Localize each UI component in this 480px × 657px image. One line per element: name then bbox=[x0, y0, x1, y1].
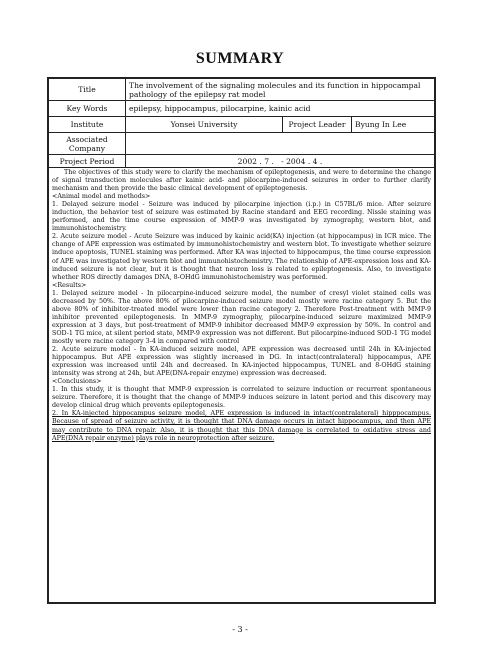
project-leader-value: Byung In Lee bbox=[352, 117, 435, 133]
results-item-2: 2. Acute seizure model - In KA-induced seizure model, APE expression was decreased until 24h in KA-injected hippocampus. But APE expression was slightly increased in DG. In intact(contralateral) hippocampus, APE expression was increased until 24h and decreased. In KA-injected hippocampus, TUNEL and 8-OHdG staining intensity was strong at 24h, but APE(DNA-repair enzyme) expression was decreased. bbox=[52, 346, 431, 378]
section-heading-results: <Results> bbox=[52, 281, 87, 289]
keywords-label: Key Words bbox=[49, 101, 126, 117]
page-number: - 3 - bbox=[232, 625, 248, 634]
section-heading-methods: <Animal model and methods> bbox=[52, 193, 151, 201]
conclusions-item-2: 2. In KA-injected hippocampus seizure model, APE expression is induced in intact(contralateral) hipppocampus. Because of spread of seizure activity, it is thought that DNA damage occurs in intact hippocampus, and then APE may contribute to DNA repair. Also, it is thought that this DNA damage is correlated to oxidative stress and APE(DNA repair enzyme) plays role in neuroprotection after seizure. bbox=[52, 410, 431, 442]
institute-row bbox=[49, 117, 434, 133]
results-item-1: 1. Delayed seizure model - In pilocarpine-induced seizure model, the number of cresyl violet stained cells was decreased by 50%. The above 80% of pilocarpine-induced seizure model mostly were racine category 5. But the above 80% of inhibitor-treated model were lower than racine category 2. Therefore Post-treatment with MMP-9 inhibitor prevented epileptogenesis. In MMP-9 zymography, pilocarpine-induced seizure maximized MMP-9 expression at 3 days, but post-treatment of MMP-9 inhibitor decreased MMP-9 expression by 50%. In control and SOD-1 TG mice, at silent period state, MMP-9 expression was not different. But pilocarpine-induced SOD-1 TG model mostly were racine category 3-4 in compared with control bbox=[52, 289, 431, 345]
title-label: Title bbox=[49, 79, 126, 101]
title-value: The involvement of the signaling molecules and its function in hippocampal pathology of the epilepsy rat model bbox=[126, 79, 435, 101]
period-row bbox=[49, 155, 434, 168]
institute-value: Yonsei University bbox=[126, 117, 283, 133]
keywords-row bbox=[49, 101, 434, 117]
section-heading-conclusions: <Conclusions> bbox=[52, 378, 102, 386]
methods-item-1: 1. Delayed seizure model - Seizure was induced by pilocarpine injection (i.p.) in C57BL/6 mice. After seizure induction, the behavior test of seizure was estimated by Racine standard and EEG recording. Nissle staining was performed, and the time course expression of MMP-9 was investigated by zymography, western blot, and immunohistochemistry. bbox=[52, 201, 431, 233]
period-value: 2002 . 7 . - 2004 . 4 . bbox=[126, 155, 435, 168]
methods-item-2: 2. Acute seizure model - Acute Seizure was induced by kainic acid(KA) injection (at hippocampus) in ICR mice. The change of APE expression was estimated by immunohistochemistry and western blot. To investigate whether seizure induce apoptosis, TUNEL staining was performed. After KA was injected to hippocampus, the time course expression of APE was investigated by western blot and immunohistochemistry. The relationship of APE-expression loss and KA-induced seizure is not clear, but it is thought that neuron loss is related to epileptogenesis. Also, to investigate whether ROS directly damages DNA, 8-OHdG immunohistochemistry was performed. bbox=[52, 233, 431, 281]
associated-label: Associated Company bbox=[49, 133, 126, 155]
summary-title: SUMMARY bbox=[195, 50, 285, 67]
summary-body bbox=[49, 168, 434, 443]
objective-paragraph: The objectives of this study were to clarify the mechanism of epileptogenesis, and were to determine the change of signal transduction molecules after kainic acid- and pilocarpine-induced seizures in order to further clarify mechanism and then provide the basic clinical development of epileptogenesis. bbox=[52, 169, 431, 193]
title-row bbox=[49, 79, 434, 101]
associated-row bbox=[49, 133, 434, 155]
project-info-table bbox=[49, 79, 434, 168]
associated-value bbox=[126, 133, 435, 155]
project-leader-label: Project Leader bbox=[283, 117, 352, 133]
keywords-value: epilepsy, hippocampus, pilocarpine, kainic acid bbox=[126, 101, 435, 117]
institute-label: Institute bbox=[49, 117, 126, 133]
period-label: Project Period bbox=[49, 155, 126, 168]
summary-frame bbox=[47, 77, 436, 604]
conclusions-item-1: 1. In this study, it is thought that MMP-9 expression is correlated to seizure induction or recurrent spontaneous seizure. Therefore, it is thought that the change of MMP-9 induces seizure in latent period and this discovery may develop clinical drug which prevents epileptogenesis. bbox=[52, 386, 431, 410]
